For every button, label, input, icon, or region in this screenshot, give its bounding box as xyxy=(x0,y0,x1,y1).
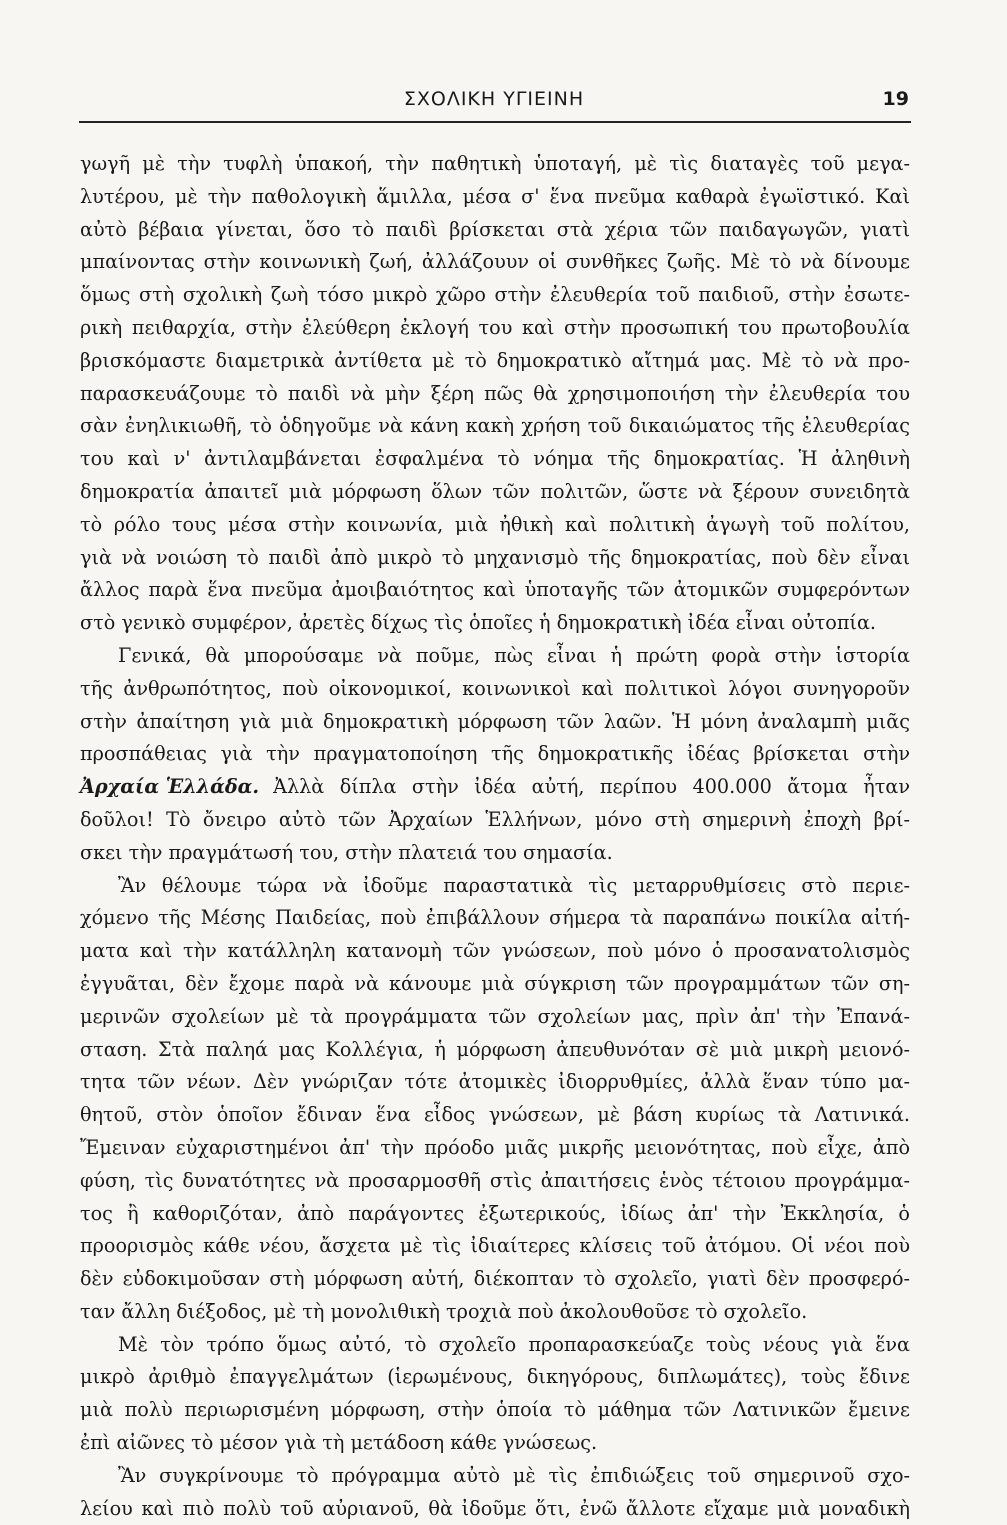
text-line: μικρὸ ἀριθμὸ ἐπαγγελμάτων (ἱερωμένους, δικηγόρους, διπλωμάτες), τοὺς ἔδινε xyxy=(80,1365,910,1389)
text-line: γιὰ νὰ νοιώση τὸ παιδὶ ἀπὸ μικρὸ τὸ μηχανισμὸ τῆς δημοκρατίας, ποὺ δὲν εἶναι xyxy=(80,545,910,569)
text-line: θητοῦ, στὸν ὁποῖον ἔδιναν ἕνα εἶδος γνώσεων, μὲ βάση κυρίως τὰ Λατινικά. xyxy=(80,1103,910,1127)
text-line: μπαίνοντας στὴν κοινωνικὴ ζωή, ἀλλάζουυν οἱ συνθῆκες ζωῆς. Μὲ τὸ νὰ δίνουμε xyxy=(80,250,910,274)
text-line: Ἔμειναν εὐχαριστημένοι ἀπ' τὴν πρόοδο μιᾶς μικρῆς μειονότητας, ποὺ εἶχε, ἀπὸ xyxy=(80,1135,910,1159)
text-line: στὴν ἀπαίτηση γιὰ μιὰ δημοκρατικὴ μόρφωση τῶν λαῶν. Ἡ μόνη ἀναλαμπὴ μιᾶς xyxy=(80,709,910,733)
text-line: σκει τὴν πραγμάτωσή του, στὴν πλατειά του σημασία. xyxy=(80,840,613,864)
emphasis-line xyxy=(80,771,910,804)
text-line: δὲν εὐδοκιμοῦσαν στὴ μόρφωση αὐτή, διέκοπταν τὸ σχολεῖο, γιατὶ δὲν προσφερό- xyxy=(80,1267,910,1291)
text-line: ματα καὶ τὴν κατάλληλη κατανομὴ τῶν γνώσεων, ποὺ μόνο ὁ προσανατολισμὸς xyxy=(80,939,910,963)
text-line: ἐπὶ αἰῶνες τὸ μέσον γιὰ τὴ μετάδοση κάθε γνώσεως. xyxy=(80,1431,598,1455)
running-title: ΣΧΟΛΙΚΗ ΥΓΙΕΙΝΗ xyxy=(403,88,585,110)
text-line: Μὲ τὸν τρόπο ὅμως αὐτό, τὸ σχολεῖο προπαρασκεύαζε τοὺς νέους γιὰ ἕνα xyxy=(118,1332,910,1356)
text-line: σὰν ἐνηλικιωθῆ, τὸ ὁδηγοῦμε νὰ κάνη κακὴ χρήση τοῦ δικαιώματος τῆς ἐλευθερίας xyxy=(80,414,910,438)
text-line: Γενικά, θὰ μπορούσαμε νὰ ποῦμε, πὼς εἶναι ἡ πρώτη φορὰ στὴν ἱστορία xyxy=(118,643,910,667)
text-line: ταν ἄλλη διέξοδος, μὲ τὴ μονολιθικὴ τροχιὰ ποὺ ἀκολουθοῦσε τὸ σχολεῖο. xyxy=(80,1299,808,1323)
header-rule xyxy=(79,121,911,123)
text-line: στὸ γενικὸ συμφέρον, ἀρετὲς δίχως τὶς ὁποῖες ἡ δημοκρατικὴ ἰδέα εἶναι οὐτοπία. xyxy=(80,611,877,635)
text-line: Ἂν θέλουμε τώρα νὰ ἰδοῦμε παραστατικὰ τὶς μεταρρυθμίσεις στὸ περιε- xyxy=(118,873,910,897)
text-line: γωγῆ μὲ τὴν τυφλὴ ὑπακοή, τὴν παθητικὴ ὑποταγή, μὲ τὶς διαταγὲς τοῦ μεγα- xyxy=(80,152,910,175)
text-line: ρικὴ πειθαρχία, στὴν ἐλεύθερη ἐκλογή του καὶ στὴν προσωπική του πρωτοβουλία xyxy=(80,315,910,339)
text-line: μιὰ πολὺ περιωρισμένη μόρφωση, στὴν ὁποία τὸ μάθημα τῶν Λατινικῶν ἔμεινε xyxy=(80,1398,910,1422)
body-text xyxy=(80,148,910,1525)
text-line: τῆς ἀνθρωπότητος, ποὺ οἰκονομικοί, κοινωνικοὶ καὶ πολιτικοὶ λόγοι συνηγοροῦν xyxy=(80,676,910,700)
text-line: φύση, τὶς δυνατότητες νὰ προσαρμοσθῆ στὶς ἀπαιτήσεις ἑνὸς τέτοιου προγράμμα- xyxy=(80,1168,910,1192)
text-line: παρασκευάζουμε τὸ παιδὶ νὰ μὴν ξέρη πῶς θὰ χρησιμοποιήση τὴν ἐλευθερία του xyxy=(80,381,910,405)
paragraph xyxy=(80,870,910,1329)
text-line: τὸ ρόλο τους μέσα στὴν κοινωνία, μιὰ ἠθικὴ καὶ πολιτικὴ ἀγωγὴ τοῦ πολίτου, xyxy=(80,512,910,536)
text-line: μερινῶν σχολείων μὲ τὰ προγράμματα τῶν σχολείων μας, πρὶν ἀπ' τὴν Ἐπανά- xyxy=(80,1004,910,1028)
text-line: ἄλλος παρὰ ἕνα πνεῦμα ἀμοιβαιότητος καὶ ὑποταγῆς τῶν ἀτομικῶν συμφερόντων xyxy=(80,578,910,602)
text-line: δημοκρατία ἀπαιτεῖ μιὰ μόρφωση ὅλων τῶν πολιτῶν, ὥστε νὰ ξέρουν συνειδητὰ xyxy=(80,479,910,503)
paragraph xyxy=(80,640,910,771)
text-line: ὅμως στὴ σχολικὴ ζωὴ τόσο μικρὸ χῶρο στὴν ἐλευθερία τοῦ παιδιοῦ, στὴν ἐσωτε- xyxy=(80,283,910,307)
paragraph xyxy=(80,1460,910,1525)
paragraphs-before-emphasis xyxy=(80,148,910,771)
text-line: του καὶ ν' ἀντιλαμβάνεται ἐσφαλμένα τὸ νόημα τῆς δημοκρατίας. Ἡ ἀληθινὴ xyxy=(80,447,910,471)
text-line: ἐγγυᾶται, δὲν ἔχομε παρὰ νὰ κάνουμε μιὰ σύγκριση τῶν προγραμμάτων τῶν ση- xyxy=(80,971,910,995)
ancient-greece-emphasis: Ἀρχαία Ἑλλάδα. xyxy=(80,775,260,799)
text-line: προσπάθειας γιὰ τὴν πραγματοποίηση τῆς δημοκρατικῆς ἰδέας βρίσκεται στὴν xyxy=(80,742,910,766)
paragraph-tail xyxy=(80,804,910,870)
text-line: σταση. Στὰ παληά μας Κολλέγια, ἡ μόρφωση ἀπευθυνόταν σὲ μιὰ μικρὴ μειονό- xyxy=(80,1037,910,1061)
text-line: δοῦλοι! Τὸ ὄνειρο αὐτὸ τῶν Ἀρχαίων Ἑλλήνων, μόνο στὴ σημερινὴ ἐποχὴ βρί- xyxy=(80,807,910,831)
text-line: βρισκόμαστε διαμετρικὰ ἀντίθετα μὲ τὸ δημοκρατικὸ αἴτημά μας. Μὲ τὸ νὰ προ- xyxy=(80,348,910,372)
text-line: λυτέρου, μὲ τὴν παθολογικὴ ἅμιλλα, μέσα σ' ἕνα πνεῦμα καθαρὰ ἐγωϊστικό. Καὶ xyxy=(80,184,910,208)
page-number: 19 xyxy=(882,88,909,110)
paragraph xyxy=(80,1329,910,1460)
paragraphs-after xyxy=(80,870,910,1525)
text-line: τος ἢ καθοριζόταν, ἀπὸ παράγοντες ἐξωτερικούς, ἰδίως ἀπ' τὴν Ἐκκλησία, ὁ xyxy=(80,1201,910,1225)
emphasis-line-rest: Ἀλλὰ δίπλα στὴν ἰδέα αὐτή, περίπου 400.000 ἄτομα ἦταν xyxy=(273,775,910,799)
text-line: τητα τῶν νέων. Δὲν γνώριζαν τότε ἀτομικὲς ἰδιορρυθμίες, ἀλλὰ ἕναν τύπο μα- xyxy=(80,1070,910,1094)
text-line: Ἂν συγκρίνουμε τὸ πρόγραμμα αὐτὸ μὲ τὶς ἐπιδιώξεις τοῦ σημερινοῦ σχο- xyxy=(118,1463,910,1487)
text-line: προορισμὸς κάθε νέου, ἄσχετα μὲ τὶς ἰδιαίτερες κλίσεις τοῦ ἀτόμου. Οἱ νέοι ποὺ xyxy=(80,1234,910,1258)
text-line: χόμενο τῆς Μέσης Παιδείας, ποὺ ἐπιβάλλουν σήμερα τὰ παραπάνω ποικίλα αἰτή- xyxy=(80,906,910,930)
paragraph xyxy=(80,148,910,640)
page-header xyxy=(79,88,909,118)
text-line: λείου καὶ πιὸ πολὺ τοῦ αὐριανοῦ, θὰ ἰδοῦμε ὅτι, ἐνῶ ἄλλοτε εἴχαμε μιὰ μοναδικὴ xyxy=(80,1496,910,1520)
text-line: αὐτὸ βέβαια γίνεται, ὅσο τὸ παιδὶ βρίσκεται στὰ χέρια τῶν παιδαγωγῶν, γιατὶ xyxy=(80,217,910,241)
